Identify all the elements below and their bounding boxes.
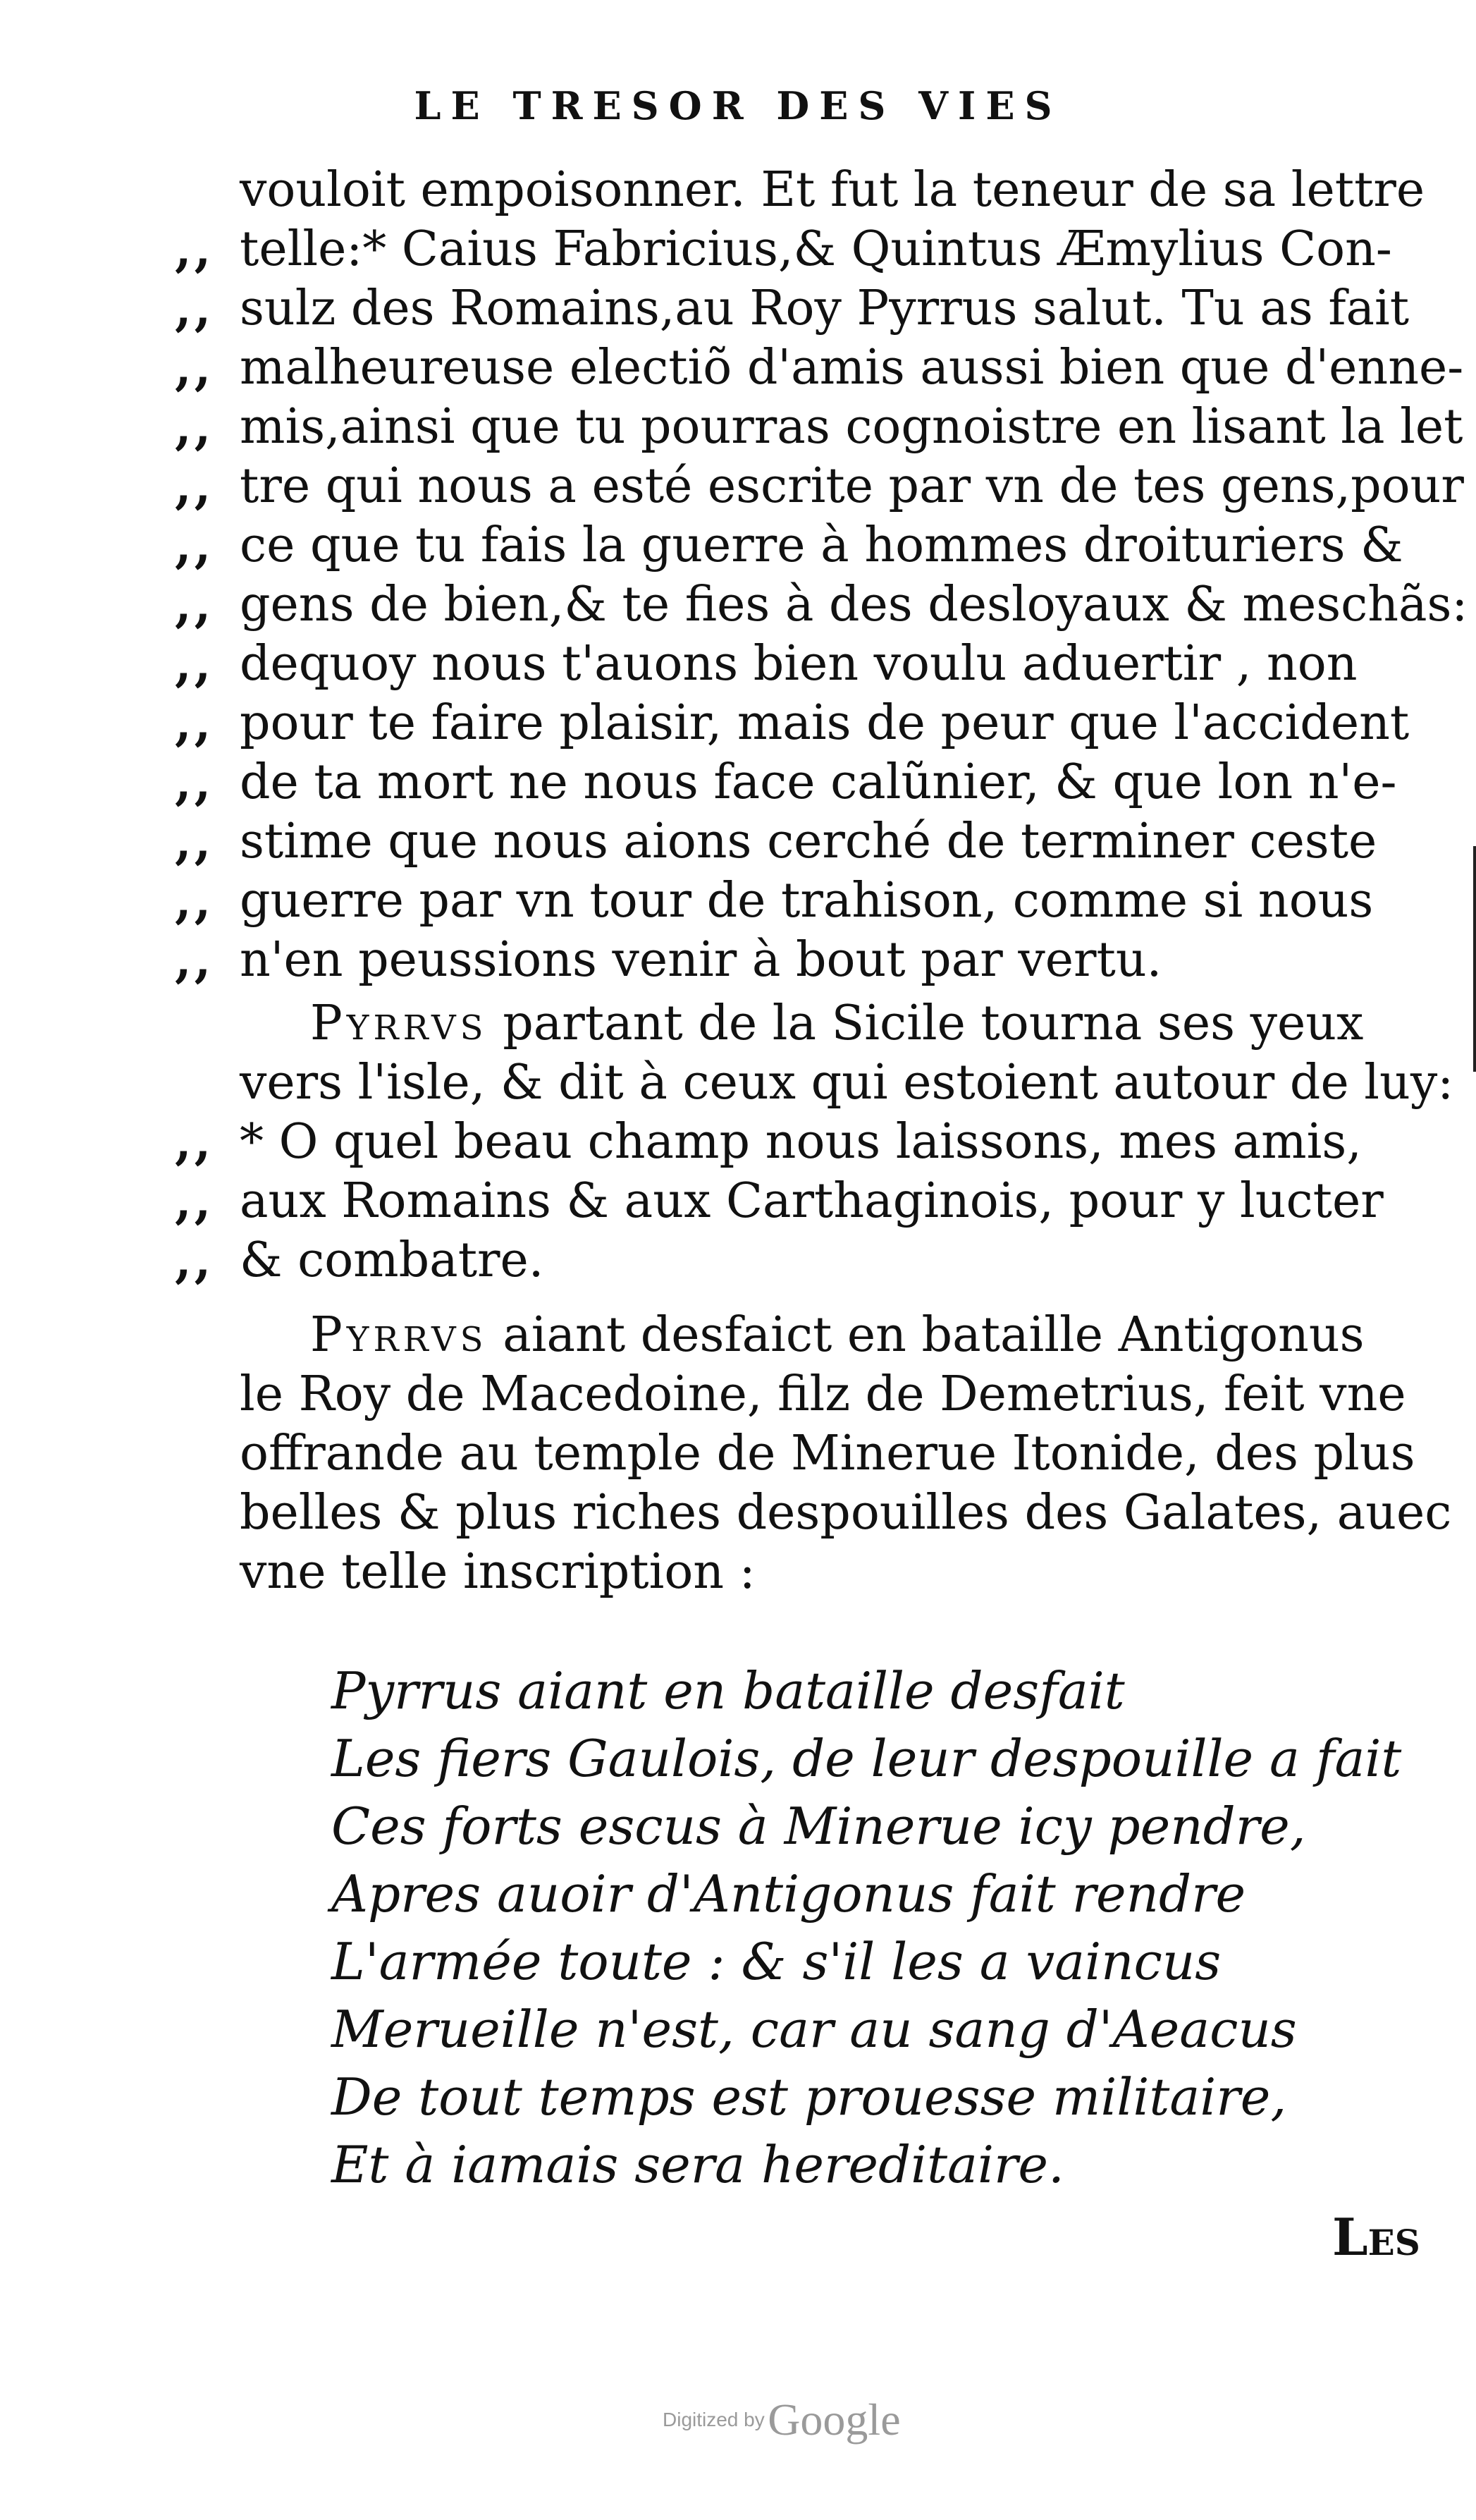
line-text	[310, 1306, 1365, 1365]
line-text: vouloit empoisonner. Et fut la teneur de sa lettre	[240, 162, 1425, 218]
quote-mark: ,,	[175, 577, 214, 633]
page-edge-shadow	[1473, 846, 1476, 1072]
line-text: telle:* Caius Fabricius,& Quintus Æmylius Con-	[240, 221, 1392, 277]
digitized-watermark	[663, 2394, 901, 2446]
verse-text: Pyrrus aiant en bataille desfait	[331, 1661, 1125, 1720]
verse-text: De tout temps est prouesse militaire,	[331, 2067, 1287, 2127]
line-text: vers l'isle, & dit à ceux qui estoient autour de luy:	[240, 1055, 1454, 1111]
line-text: gens de bien,& te fies à des desloyaux & meschãs:	[240, 577, 1468, 632]
paragraph-lead: Pyrrvs	[310, 1307, 488, 1363]
quote-mark: ,,	[175, 281, 214, 337]
watermark-prefix: Digitized by	[663, 2409, 765, 2430]
quote-mark: ,,	[175, 636, 214, 692]
line-text: * O quel beau champ nous laissons, mes amis,	[240, 1114, 1362, 1170]
quote-mark: ,,	[175, 399, 214, 455]
verse-text: Ces forts escus à Minerue icy pendre,	[331, 1797, 1306, 1856]
quote-mark: ,,	[175, 518, 214, 574]
line-text: malheureuse electiõ d'amis aussi bien que d'enne-	[240, 340, 1464, 396]
line-text: vne telle inscription :	[240, 1544, 756, 1600]
verse-text: Et à iamais sera hereditaire.	[331, 2135, 1064, 2194]
quote-mark: ,,	[175, 695, 214, 752]
paragraph-lead: Pyrrvs	[310, 996, 488, 1051]
line-text: pour te faire plaisir, mais de peur que l'accident	[240, 695, 1410, 751]
quote-mark: ,,	[175, 814, 214, 870]
quote-mark: ,,	[175, 873, 214, 929]
line-text: de ta mort ne nous face calũnier, & que lon n'e-	[240, 754, 1397, 810]
line-text: stime que nous aions cerché de terminer ceste	[240, 814, 1377, 869]
verse-text: Merueille n'est, car au sang d'Aeacus	[331, 2000, 1297, 2059]
line-text: aux Romains & aux Carthaginois, pour y lucter	[240, 1173, 1384, 1229]
catchword: Les	[1332, 2207, 1420, 2267]
quote-mark: ,,	[175, 932, 214, 989]
line-text	[310, 994, 1363, 1053]
quote-mark: ,,	[175, 1173, 214, 1230]
verse-text: Apres auoir d'Antigonus fait rendre	[331, 1864, 1246, 1923]
line-text: n'en peussions venir à bout par vertu.	[240, 932, 1162, 988]
quote-mark: ,,	[175, 221, 214, 278]
line-text: mis,ainsi que tu pourras cognoistre en lisant la let	[240, 399, 1463, 455]
line-text: le Roy de Macedoine, filz de Demetrius, feit vne	[240, 1366, 1406, 1422]
line-text: offrande au temple de Minerue Itonide, des plus	[240, 1426, 1415, 1481]
running-head: LE TRESOR DES VIES	[414, 83, 1062, 128]
line-text: tre qui nous a esté escrite par vn de tes gens,pour	[240, 458, 1464, 514]
verse-text: Les fiers Gaulois, de leur despouille a fait	[331, 1729, 1402, 1788]
line-text: sulz des Romains,au Roy Pyrrus salut. Tu as fait	[240, 281, 1410, 336]
quote-mark: ,,	[175, 458, 214, 515]
quote-mark: ,,	[175, 1233, 214, 1289]
quote-mark: ,,	[175, 754, 214, 811]
line-body: partant de la Sicile tourna ses yeux	[503, 996, 1364, 1051]
line-text: & combatre.	[240, 1233, 544, 1288]
line-text: belles & plus riches despouilles des Galates, auec	[240, 1485, 1452, 1541]
line-text: dequoy nous t'auons bien voulu aduertir , non	[240, 636, 1358, 692]
line-text: ce que tu fais la guerre à hommes droituriers &	[240, 518, 1403, 573]
quote-mark: ,,	[175, 1114, 214, 1170]
quote-mark: ,,	[175, 340, 214, 396]
line-body: aiant desfaict en bataille Antigonus	[503, 1307, 1365, 1363]
line-text: guerre par vn tour de trahison, comme si nous	[240, 873, 1374, 929]
watermark-brand: Google	[768, 2394, 901, 2445]
verse-text: L'armée toute : & s'il les a vaincus	[331, 1932, 1222, 1991]
